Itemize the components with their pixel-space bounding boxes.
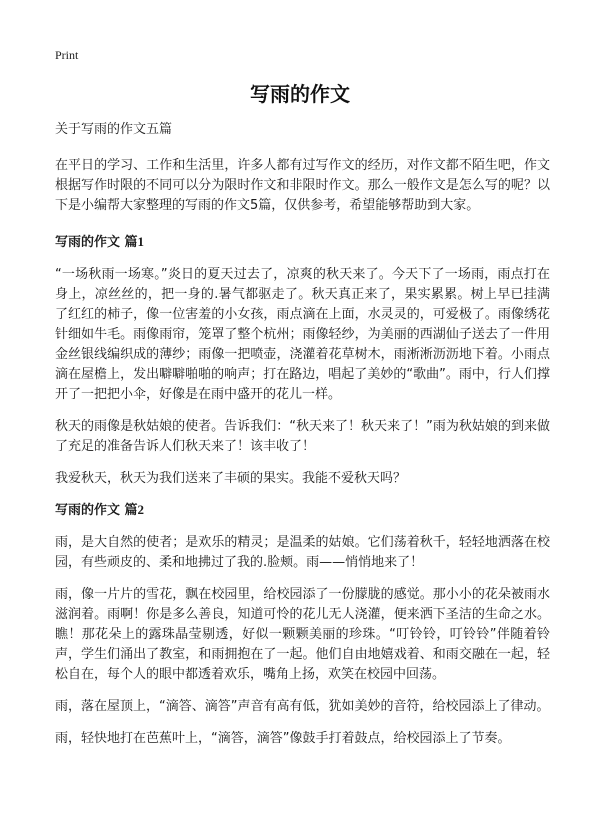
section-heading-text: 写雨的作文 篇 <box>55 235 138 250</box>
document-subtitle: 关于写雨的作文五篇 <box>55 122 173 137</box>
body-paragraph: “一场秋雨一场寒。”炎日的夏天过去了，凉爽的秋天来了。今天下了一场雨，雨点打在身上，凉丝丝的，把一身的.暑气都驱走了。秋天真正来了，果实累累。树上早已挂满了红红的柿子，像一位害羞的小女孩，雨点滴在上面，水灵灵的，可爱极了。雨像绣花针细如牛毛。雨像雨帘，笼罩了整个杭州；雨像轻纱，为美丽的西湖仙子送去了一件用金丝银线编织成的薄纱；雨像一把喷壶，浇灌着花草树木，雨淅淅沥沥地下着。小雨点滴在屋檐上，发出噼噼啪啪的响声；打在路边，唱起了美妙的“歌曲”。雨中，行人们撑开了一把把小伞，好像是在雨中盛开的花儿一样。 <box>55 267 550 402</box>
page-title: 写雨的作文 <box>250 82 350 106</box>
essay-section-1 <box>55 233 550 489</box>
section-heading-number: 1 <box>137 234 145 249</box>
print-link[interactable]: Print <box>55 48 79 62</box>
section-heading-number: 2 <box>137 502 145 517</box>
body-paragraph: 雨，像一片片的雪花，飘在校园里，给校园添了一份朦胧的感觉。那小小的花朵被雨水滋润着。雨啊！你是多么善良，知道可怜的花儿无人浇灌，便来洒下圣洁的生命之水。瞧！那花朵上的露珠晶莹剔透，好似一颗颗美丽的珍珠。“叮铃铃，叮铃铃”伴随着铃声，学生们涌出了教室，和雨拥抱在了一起。他们自由地嬉戏着、和雨交融在一起，轻松自在，每个人的眼中都透着欢乐，嘴角上扬，欢笑在校园中回荡。 <box>55 587 550 682</box>
body-paragraph: 秋天的雨像是秋姑娘的使者。告诉我们：“秋天来了！秋天来了！”雨为秋姑娘的到来做了充足的准备告诉人们秋天来了！该丰收了！ <box>55 419 550 454</box>
body-paragraph: 雨，轻快地打在芭蕉叶上，“滴答，滴答”像鼓手打着鼓点，给校园添上了节奏。 <box>55 731 511 746</box>
intro-paragraph: 在平日的学习、工作和生活里，许多人都有过写作文的经历，对作文都不陌生吧，作文根据写作时限的不同可以分为限时作文和非限时作文。那么一般作文是怎么写的呢？以下是小编帮大家整理的写雨的作文5篇，仅供参考，希望能够帮助到大家。 <box>55 158 550 213</box>
body-paragraph: 雨，落在屋顶上，“滴答、滴答”声音有高有低，犹如美妙的音符，给校园添上了律动。 <box>55 699 550 714</box>
essay-section-2 <box>55 501 550 749</box>
section-heading-text: 写雨的作文 篇 <box>55 503 138 518</box>
document-body <box>55 120 550 761</box>
body-paragraph: 我爱秋天，秋天为我们送来了丰硕的果实。我能不爱秋天吗？ <box>55 471 407 486</box>
section-heading <box>55 501 550 520</box>
body-paragraph: 雨，是大自然的使者；是欢乐的精灵；是温柔的姑娘。它们荡着秋千，轻轻地洒落在校园，有些顽皮的、柔和地拂过了我的.脸颊。雨——悄悄地来了！ <box>55 535 550 570</box>
section-heading <box>55 233 550 252</box>
